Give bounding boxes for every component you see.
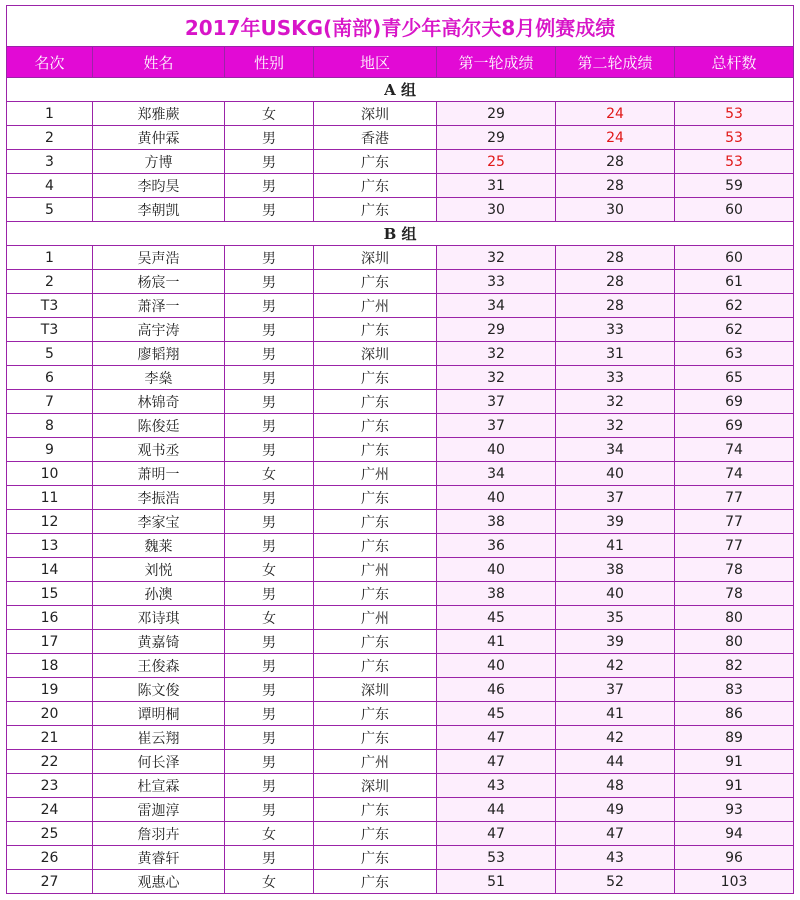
round2-cell: 47	[556, 822, 675, 846]
round1-cell: 47	[437, 726, 556, 750]
round1-cell: 41	[437, 630, 556, 654]
gender-cell: 男	[225, 654, 314, 678]
gender-cell: 男	[225, 390, 314, 414]
round2-cell: 40	[556, 462, 675, 486]
gender-cell: 男	[225, 246, 314, 270]
total-cell: 63	[675, 342, 794, 366]
gender-cell: 男	[225, 510, 314, 534]
region-cell: 广东	[314, 534, 437, 558]
round1-cell: 34	[437, 294, 556, 318]
name-cell: 李昀昊	[93, 174, 225, 198]
table-row	[7, 102, 794, 126]
round1-cell: 29	[437, 126, 556, 150]
region-cell: 广州	[314, 606, 437, 630]
round1-cell: 44	[437, 798, 556, 822]
table-row	[7, 270, 794, 294]
table-row	[7, 870, 794, 894]
region-cell: 广东	[314, 822, 437, 846]
region-cell: 广州	[314, 294, 437, 318]
name-cell: 刘悦	[93, 558, 225, 582]
table-row	[7, 486, 794, 510]
round2-cell: 37	[556, 486, 675, 510]
name-cell: 高宇涛	[93, 318, 225, 342]
round1-cell: 33	[437, 270, 556, 294]
name-cell: 萧明一	[93, 462, 225, 486]
gender-cell: 男	[225, 582, 314, 606]
round2-cell: 34	[556, 438, 675, 462]
gender-cell: 男	[225, 846, 314, 870]
round1-cell: 29	[437, 318, 556, 342]
total-cell: 93	[675, 798, 794, 822]
region-cell: 广州	[314, 750, 437, 774]
region-cell: 深圳	[314, 102, 437, 126]
round2-cell: 39	[556, 510, 675, 534]
gender-cell: 男	[225, 270, 314, 294]
rank-cell: 19	[7, 678, 93, 702]
round1-cell: 32	[437, 366, 556, 390]
table-row	[7, 846, 794, 870]
name-cell: 孙澳	[93, 582, 225, 606]
name-cell: 黄睿轩	[93, 846, 225, 870]
name-cell: 观惠心	[93, 870, 225, 894]
gender-cell: 男	[225, 702, 314, 726]
rank-cell: 24	[7, 798, 93, 822]
gender-cell: 男	[225, 294, 314, 318]
total-cell: 91	[675, 750, 794, 774]
round1-cell: 43	[437, 774, 556, 798]
table-row	[7, 558, 794, 582]
table-row	[7, 654, 794, 678]
gender-cell: 男	[225, 414, 314, 438]
round1-cell: 53	[437, 846, 556, 870]
region-cell: 广东	[314, 798, 437, 822]
round2-cell: 32	[556, 390, 675, 414]
region-cell: 广东	[314, 150, 437, 174]
name-cell: 崔云翔	[93, 726, 225, 750]
table-row	[7, 462, 794, 486]
rank-cell: 15	[7, 582, 93, 606]
round2-cell: 24	[556, 126, 675, 150]
gender-cell: 男	[225, 798, 314, 822]
gender-cell: 男	[225, 486, 314, 510]
name-cell: 谭明桐	[93, 702, 225, 726]
round1-cell: 34	[437, 462, 556, 486]
total-cell: 65	[675, 366, 794, 390]
total-cell: 77	[675, 486, 794, 510]
rank-cell: 2	[7, 126, 93, 150]
rank-cell: 21	[7, 726, 93, 750]
total-cell: 78	[675, 582, 794, 606]
gender-cell: 男	[225, 126, 314, 150]
round1-cell: 51	[437, 870, 556, 894]
table-row	[7, 606, 794, 630]
total-cell: 74	[675, 438, 794, 462]
rank-cell: 22	[7, 750, 93, 774]
rank-cell: 23	[7, 774, 93, 798]
region-cell: 广东	[314, 198, 437, 222]
gender-cell: 男	[225, 678, 314, 702]
name-cell: 詹羽卉	[93, 822, 225, 846]
total-cell: 94	[675, 822, 794, 846]
table-row	[7, 342, 794, 366]
region-cell: 深圳	[314, 678, 437, 702]
table-row	[7, 702, 794, 726]
round1-cell: 37	[437, 390, 556, 414]
table-row	[7, 630, 794, 654]
round1-cell: 31	[437, 174, 556, 198]
total-cell: 91	[675, 774, 794, 798]
round2-cell: 24	[556, 102, 675, 126]
total-cell: 60	[675, 198, 794, 222]
gender-cell: 男	[225, 630, 314, 654]
name-cell: 郑雅蕨	[93, 102, 225, 126]
round2-cell: 38	[556, 558, 675, 582]
total-cell: 74	[675, 462, 794, 486]
total-cell: 103	[675, 870, 794, 894]
region-cell: 深圳	[314, 342, 437, 366]
round1-cell: 25	[437, 150, 556, 174]
region-cell: 广东	[314, 630, 437, 654]
round1-cell: 45	[437, 606, 556, 630]
total-cell: 77	[675, 510, 794, 534]
name-cell: 廖韬翔	[93, 342, 225, 366]
round2-cell: 39	[556, 630, 675, 654]
round1-cell: 40	[437, 558, 556, 582]
round2-cell: 33	[556, 318, 675, 342]
table-row	[7, 798, 794, 822]
name-cell: 杜宣霖	[93, 774, 225, 798]
rank-cell: 11	[7, 486, 93, 510]
round2-cell: 37	[556, 678, 675, 702]
round1-cell: 36	[437, 534, 556, 558]
column-header-gender: 性别	[225, 47, 314, 78]
rank-cell: 10	[7, 462, 93, 486]
gender-cell: 女	[225, 558, 314, 582]
total-cell: 86	[675, 702, 794, 726]
name-cell: 雷迦淳	[93, 798, 225, 822]
round2-cell: 41	[556, 702, 675, 726]
name-cell: 黄仲霖	[93, 126, 225, 150]
table-row	[7, 390, 794, 414]
rank-cell: 6	[7, 366, 93, 390]
rank-cell: 2	[7, 270, 93, 294]
column-header-round2: 第二轮成绩	[556, 47, 675, 78]
round2-cell: 49	[556, 798, 675, 822]
rank-cell: 18	[7, 654, 93, 678]
round2-cell: 28	[556, 246, 675, 270]
round2-cell: 32	[556, 414, 675, 438]
total-cell: 82	[675, 654, 794, 678]
name-cell: 何长泽	[93, 750, 225, 774]
gender-cell: 男	[225, 318, 314, 342]
name-cell: 杨宸一	[93, 270, 225, 294]
total-cell: 53	[675, 126, 794, 150]
table-row	[7, 774, 794, 798]
region-cell: 广东	[314, 654, 437, 678]
group-header-row	[7, 78, 794, 102]
region-cell: 广东	[314, 366, 437, 390]
column-header-region: 地区	[314, 47, 437, 78]
name-cell: 黄嘉锜	[93, 630, 225, 654]
round2-cell: 43	[556, 846, 675, 870]
table-row	[7, 150, 794, 174]
total-cell: 62	[675, 318, 794, 342]
rank-cell: 20	[7, 702, 93, 726]
region-cell: 广东	[314, 870, 437, 894]
round2-cell: 44	[556, 750, 675, 774]
table-row	[7, 438, 794, 462]
round2-cell: 28	[556, 270, 675, 294]
table-title: 2017年USKG(南部)青少年高尔夫8月例赛成绩	[7, 6, 794, 47]
region-cell: 广东	[314, 318, 437, 342]
column-header-round1: 第一轮成绩	[437, 47, 556, 78]
rank-cell: 1	[7, 246, 93, 270]
region-cell: 广东	[314, 702, 437, 726]
name-cell: 吴声浩	[93, 246, 225, 270]
table-row	[7, 318, 794, 342]
region-cell: 香港	[314, 126, 437, 150]
region-cell: 广东	[314, 414, 437, 438]
name-cell: 李燊	[93, 366, 225, 390]
header-row	[7, 47, 794, 78]
table-row	[7, 510, 794, 534]
table-row	[7, 726, 794, 750]
gender-cell: 女	[225, 102, 314, 126]
round1-cell: 32	[437, 342, 556, 366]
total-cell: 69	[675, 390, 794, 414]
results-table	[6, 5, 794, 894]
round1-cell: 38	[437, 510, 556, 534]
round2-cell: 48	[556, 774, 675, 798]
rank-cell: 13	[7, 534, 93, 558]
rank-cell: 26	[7, 846, 93, 870]
table-row	[7, 678, 794, 702]
round2-cell: 42	[556, 654, 675, 678]
rank-cell: 25	[7, 822, 93, 846]
total-cell: 89	[675, 726, 794, 750]
round2-cell: 28	[556, 150, 675, 174]
round1-cell: 30	[437, 198, 556, 222]
round1-cell: 38	[437, 582, 556, 606]
table-row	[7, 126, 794, 150]
name-cell: 林锦奇	[93, 390, 225, 414]
rank-cell: T3	[7, 318, 93, 342]
round1-cell: 46	[437, 678, 556, 702]
round2-cell: 30	[556, 198, 675, 222]
gender-cell: 男	[225, 774, 314, 798]
region-cell: 广东	[314, 726, 437, 750]
region-cell: 广东	[314, 582, 437, 606]
gender-cell: 男	[225, 366, 314, 390]
gender-cell: 女	[225, 822, 314, 846]
rank-cell: 8	[7, 414, 93, 438]
rank-cell: 3	[7, 150, 93, 174]
total-cell: 59	[675, 174, 794, 198]
round2-cell: 28	[556, 174, 675, 198]
round2-cell: 28	[556, 294, 675, 318]
round2-cell: 40	[556, 582, 675, 606]
round1-cell: 40	[437, 486, 556, 510]
region-cell: 广州	[314, 558, 437, 582]
rank-cell: 27	[7, 870, 93, 894]
total-cell: 78	[675, 558, 794, 582]
round1-cell: 40	[437, 438, 556, 462]
total-cell: 80	[675, 630, 794, 654]
round1-cell: 29	[437, 102, 556, 126]
table-row	[7, 750, 794, 774]
name-cell: 陈文俊	[93, 678, 225, 702]
table-row	[7, 414, 794, 438]
rank-cell: 5	[7, 342, 93, 366]
gender-cell: 男	[225, 174, 314, 198]
region-cell: 广东	[314, 270, 437, 294]
total-cell: 80	[675, 606, 794, 630]
gender-cell: 女	[225, 462, 314, 486]
total-cell: 83	[675, 678, 794, 702]
round1-cell: 40	[437, 654, 556, 678]
table-row	[7, 198, 794, 222]
rank-cell: T3	[7, 294, 93, 318]
total-cell: 61	[675, 270, 794, 294]
rank-cell: 1	[7, 102, 93, 126]
gender-cell: 男	[225, 438, 314, 462]
rank-cell: 12	[7, 510, 93, 534]
round1-cell: 47	[437, 822, 556, 846]
gender-cell: 女	[225, 606, 314, 630]
total-cell: 53	[675, 150, 794, 174]
total-cell: 60	[675, 246, 794, 270]
total-cell: 69	[675, 414, 794, 438]
table-row	[7, 582, 794, 606]
table-row	[7, 366, 794, 390]
rank-cell: 4	[7, 174, 93, 198]
gender-cell: 男	[225, 198, 314, 222]
table-row	[7, 822, 794, 846]
round2-cell: 42	[556, 726, 675, 750]
region-cell: 广东	[314, 846, 437, 870]
title-row	[7, 6, 794, 47]
group-label: B 组	[7, 222, 794, 246]
region-cell: 广东	[314, 510, 437, 534]
total-cell: 62	[675, 294, 794, 318]
region-cell: 广东	[314, 174, 437, 198]
table-row	[7, 534, 794, 558]
column-header-rank: 名次	[7, 47, 93, 78]
round2-cell: 52	[556, 870, 675, 894]
name-cell: 李振浩	[93, 486, 225, 510]
gender-cell: 男	[225, 342, 314, 366]
name-cell: 萧泽一	[93, 294, 225, 318]
name-cell: 观书丞	[93, 438, 225, 462]
table-row	[7, 294, 794, 318]
round1-cell: 37	[437, 414, 556, 438]
name-cell: 陈俊廷	[93, 414, 225, 438]
name-cell: 王俊森	[93, 654, 225, 678]
results-sheet	[6, 5, 794, 894]
region-cell: 广东	[314, 438, 437, 462]
round2-cell: 35	[556, 606, 675, 630]
round2-cell: 31	[556, 342, 675, 366]
region-cell: 广州	[314, 462, 437, 486]
total-cell: 77	[675, 534, 794, 558]
name-cell: 邓诗琪	[93, 606, 225, 630]
name-cell: 方博	[93, 150, 225, 174]
total-cell: 96	[675, 846, 794, 870]
gender-cell: 男	[225, 534, 314, 558]
rank-cell: 5	[7, 198, 93, 222]
gender-cell: 男	[225, 750, 314, 774]
rank-cell: 9	[7, 438, 93, 462]
total-cell: 53	[675, 102, 794, 126]
rank-cell: 14	[7, 558, 93, 582]
round2-cell: 33	[556, 366, 675, 390]
round1-cell: 45	[437, 702, 556, 726]
region-cell: 深圳	[314, 246, 437, 270]
region-cell: 广东	[314, 486, 437, 510]
rank-cell: 17	[7, 630, 93, 654]
column-header-total: 总杆数	[675, 47, 794, 78]
table-row	[7, 174, 794, 198]
group-label: A 组	[7, 78, 794, 102]
column-header-name: 姓名	[93, 47, 225, 78]
gender-cell: 男	[225, 150, 314, 174]
rank-cell: 16	[7, 606, 93, 630]
round1-cell: 32	[437, 246, 556, 270]
name-cell: 魏莱	[93, 534, 225, 558]
name-cell: 李朝凯	[93, 198, 225, 222]
gender-cell: 男	[225, 726, 314, 750]
round1-cell: 47	[437, 750, 556, 774]
gender-cell: 女	[225, 870, 314, 894]
region-cell: 广东	[314, 390, 437, 414]
rank-cell: 7	[7, 390, 93, 414]
region-cell: 深圳	[314, 774, 437, 798]
group-header-row	[7, 222, 794, 246]
round2-cell: 41	[556, 534, 675, 558]
name-cell: 李家宝	[93, 510, 225, 534]
table-row	[7, 246, 794, 270]
